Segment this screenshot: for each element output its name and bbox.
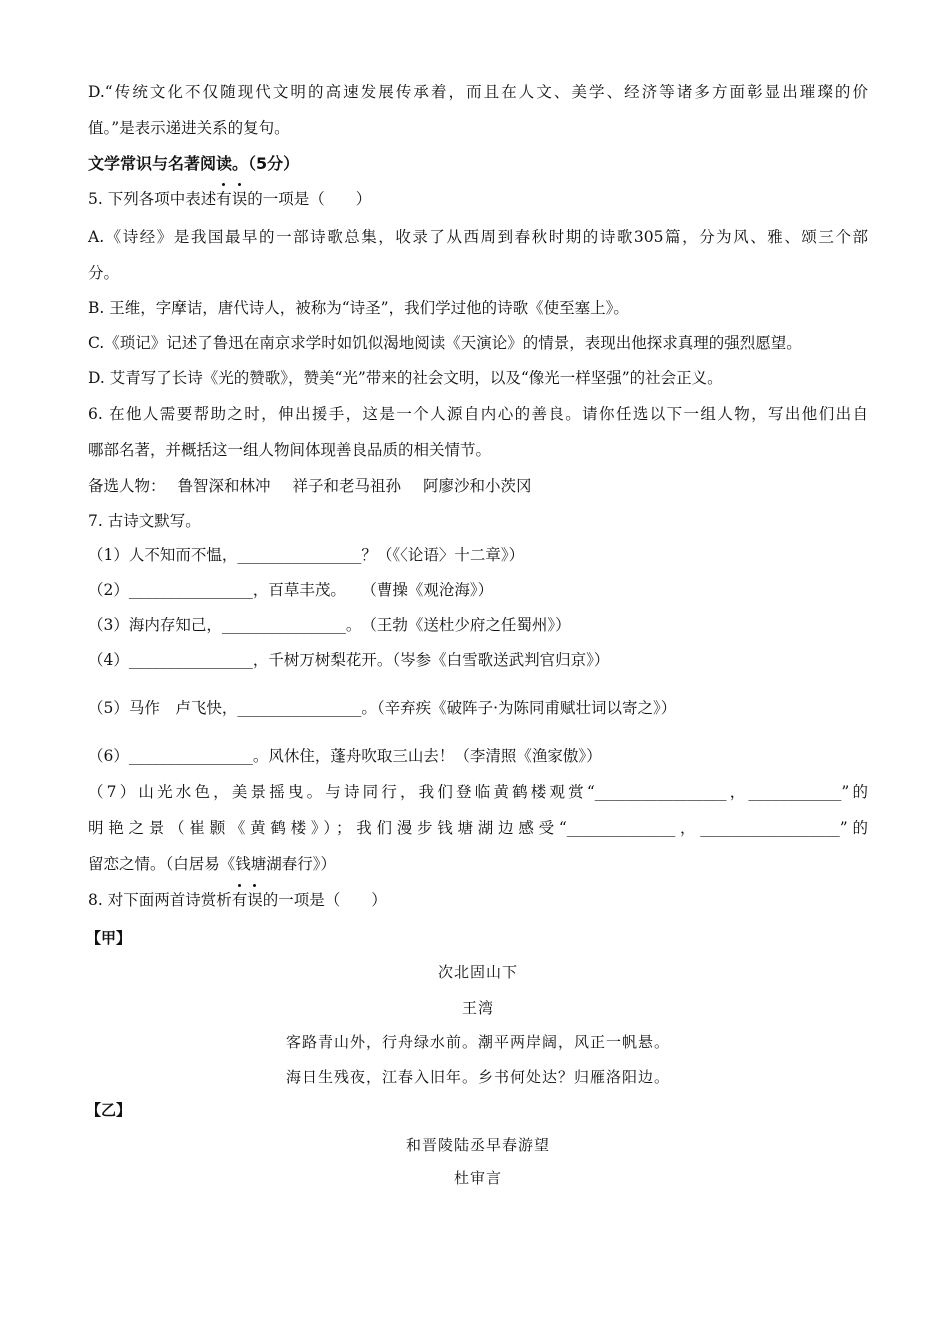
emphasis-dot [238,884,241,887]
q7-item-7-line-2: 明艳之景（崔颢《黄鹤楼》）；我们漫步钱塘湖边感受“______________，__________________”的 [88,819,868,837]
q8-stem-suffix: 的一项是（ ） [262,891,387,909]
q7-item-2: （2）________________，百草丰茂。 （曹操《观沧海》） [88,581,494,599]
poem-1-author: 王湾 [461,999,494,1017]
q7-item-3: （3）海内存知己，________________。 （王勃《送杜少府之任蜀州》） [88,616,571,634]
emphasis-dot [253,884,256,887]
emphasis-dot [238,183,241,186]
option-pair-2: 祥子和老马祖孙 [292,477,402,495]
question-6-line-1: 6. 在他人需要帮助之时，伸出援手，这是一个人源自内心的善良。请你任选以下一组人物，写出他们出自 [88,405,868,423]
question-8-stem [88,889,868,911]
q7-item-6: （6）________________。风休住，蓬舟吹取三山去！（李清照《渔家傲》） [88,747,602,765]
poem-label-yi: 【乙】 [86,1101,132,1119]
q5-stem-suffix: 的一项是（ ） [247,190,372,208]
question-5-stem [88,188,868,210]
q5-option-d: D. 艾青写了长诗《光的赞歌》，赞美“光”带来的社会文明，以及“像光一样坚强”的社会正义。 [88,369,723,387]
section-heading: 文学常识与名著阅读。（5分） [88,154,300,173]
question-6-line-2: 哪部名著，并概括这一组人物间体现善良品质的相关情节。 [88,441,492,459]
poem-2-author: 杜审言 [453,1169,502,1187]
poem-1-line-2: 海日生残夜，江春入旧年。乡书何处达？归雁洛阳边。 [285,1068,670,1086]
q5-stem-prefix: 5. 下列各项中表述 [88,190,217,208]
question-7-stem: 7. 古诗文默写。 [88,512,201,530]
emphasis-char: 有 [232,889,248,911]
option-pair-3: 阿廖沙和小茨冈 [423,477,532,495]
q7-item-7-line-1: （7）山光水色，美景摇曳。与诗同行，我们登临黄鹤楼观赏“_________________，____________”的 [88,783,868,801]
q7-item-1: （1）人不知而不愠，________________？（《〈论语〉十二章》） [88,546,525,564]
emphasis-char: 误 [247,889,263,911]
q7-item-5: （5）马作 卢飞快，________________。（辛弃疾《破阵子·为陈同甫赋壮词以寄之》） [88,699,677,717]
q7-item-7-line-3: 留恋之情。（白居易《钱塘湖春行》） [88,855,337,873]
emphasis-char: 误 [232,188,248,210]
q5-option-c: C.《琐记》记述了鲁迅在南京求学时如饥似渴地阅读《天演论》的情景，表现出他探求真理的强烈愿望。 [88,334,802,352]
poem-1-title: 次北固山下 [437,963,518,981]
options-label: 备选人物： [88,477,166,495]
option-pair-1: 鲁智深和林冲 [177,477,271,495]
emphasis-dot [222,183,225,186]
poem-label-jia: 【甲】 [86,929,132,947]
q5-option-b: B. 王维，字摩诘，唐代诗人，被称为“诗圣”，我们学过他的诗歌《使至塞上》。 [88,299,629,317]
poem-2-title: 和晋陵陆丞早春游望 [405,1136,550,1154]
option-d-line-2: 值。”是表示递进关系的复句。 [88,119,290,137]
poem-1-line-1: 客路青山外，行舟绿水前。潮平两岸阔，风正一帆悬。 [285,1033,670,1051]
q5-option-a-line-1: A.《诗经》是我国最早的一部诗歌总集，收录了从西周到春秋时期的诗歌305篇，分为风、雅、颂三个部 [88,228,868,246]
emphasis-char: 有 [216,188,232,210]
option-d-line-1: D.“传统文化不仅随现代文明的高速发展传承着，而且在人文、美学、经济等诸多方面彰显出璀璨的价 [88,83,868,101]
question-6-options [88,475,868,497]
q7-item-4: （4）________________，千树万树梨花开。（岑参《白雪歌送武判官归京》） [88,651,610,669]
q8-stem-prefix: 8. 对下面两首诗赏析 [88,891,232,909]
q5-option-a-line-2: 分。 [88,264,120,282]
